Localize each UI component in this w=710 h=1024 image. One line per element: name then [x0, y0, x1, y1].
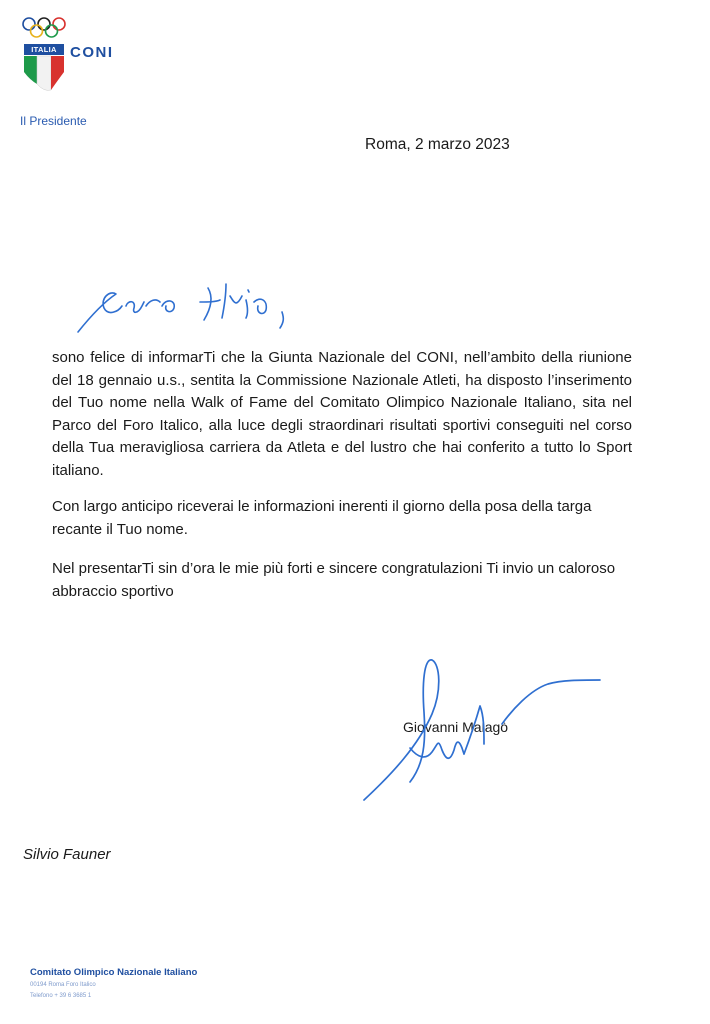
recipient-name: Silvio Fauner — [23, 846, 111, 863]
shield-label: ITALIA — [31, 45, 57, 54]
footer-phone: Telefono + 39 6 3685 1 — [30, 993, 92, 999]
olympic-rings-icon — [22, 16, 68, 40]
handwritten-signature — [352, 654, 612, 806]
body-paragraph-3: Nel presentarTi sin d’ora le mie più forti e sincere congratulazioni Ti invio un caloroso abbraccio sportivo — [52, 560, 616, 600]
letter-date: Roma, 2 marzo 2023 — [365, 136, 510, 153]
coni-logo — [22, 16, 132, 98]
handwritten-greeting — [70, 272, 330, 342]
signer-name: Giovanni Malagò — [403, 719, 509, 735]
body-paragraph-2: Con largo anticipo riceverai le informazioni inerenti il giorno della posa della targa recante il Tuo nome. — [52, 498, 592, 538]
coni-wordmark: CONI — [70, 44, 114, 61]
footer-organization: Comitato Olimpico Nazionale Italiano — [30, 967, 198, 978]
office-title: Il Presidente — [20, 114, 87, 128]
footer-address: 00194 Roma Foro Italico — [30, 982, 96, 988]
body-paragraph-1: sono felice di informarTi che la Giunta Nazionale del CONI, nell’ambito della riunione del 18 gennaio u.s., sentita la Commissione Nazionale Atleti, ha disposto l’inserimento del Tuo nome nella Walk of Fame del Comitato Olimpico Nazionale Italiano, sita nel Parco del Foro Italico, alla luce degli straordinari risultati sportivi conseguiti nel corso della Tua meravigliosa carriera da Atleta e del lustro che hai conferito a tutto lo Sport italiano. — [52, 349, 632, 479]
